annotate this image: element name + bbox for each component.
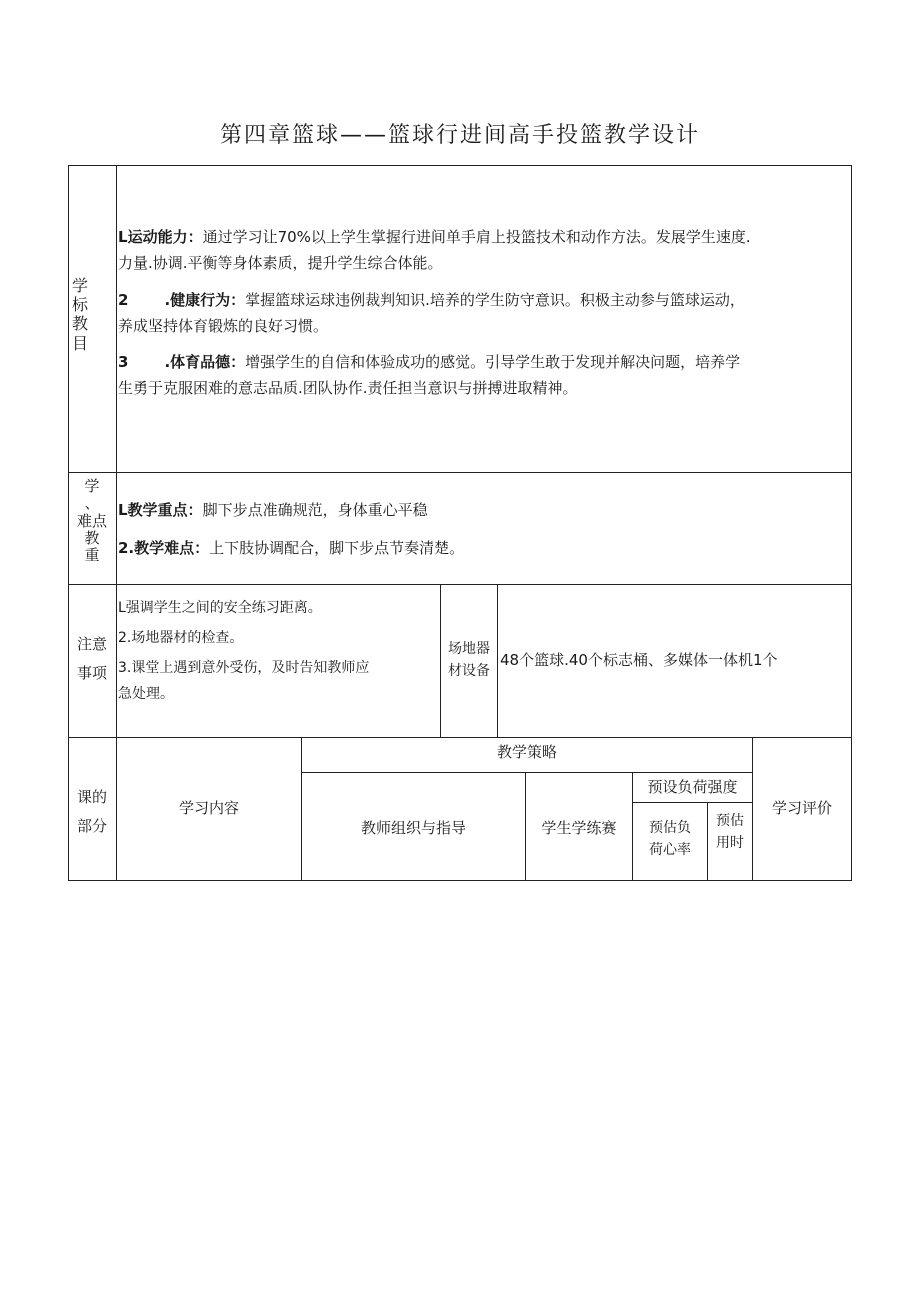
note-item: 2.场地器材的检查。: [118, 629, 244, 646]
note-item: 急处理。: [118, 685, 174, 702]
label-char: 教: [71, 314, 88, 334]
item-text: 增强学生的自信和体验成功的感觉。引导学生敢于发现并解决问题，培养学: [245, 353, 741, 371]
keypoints-content: [118, 497, 848, 562]
label-line: 部分: [76, 816, 107, 835]
keypoints-label: [70, 478, 114, 564]
label-column-divider: [116, 165, 117, 881]
label-line: 荷心率: [649, 842, 691, 859]
keypoint-item: [118, 497, 848, 523]
objective-item: [118, 287, 848, 340]
document-title: 第四章篮球——篮球行进间高手投篮教学设计: [219, 123, 700, 148]
label-char: 教: [84, 528, 100, 547]
item-text: 生勇于克服困难的意志品质.团队协作.责任担当意识与拼搏进取精神。: [118, 379, 578, 398]
item-text: 掌握篮球运球违例裁判知识.培养的学生防守意识。积极主动参与篮球运动，: [245, 290, 745, 309]
intensity-header: 预设负荷强度: [647, 778, 738, 796]
keypoint-item: [118, 535, 848, 561]
objective-item: [118, 349, 848, 402]
item-heading: 运动能力：: [127, 228, 203, 246]
label-char: 学: [71, 276, 88, 295]
item-heading: L教学重点：: [118, 501, 203, 519]
item-number: 2: [118, 290, 129, 309]
strategy-header: 教学策略: [496, 743, 557, 761]
notes-label: [68, 630, 116, 687]
label-char: 学: [84, 477, 100, 495]
item-text: 上下肢协调配合，脚下步点节奏清楚。: [209, 539, 465, 558]
part-header: [68, 783, 116, 840]
heart-rate-header: [633, 817, 707, 862]
label-char: 难点: [76, 511, 107, 530]
item-number: L: [118, 228, 128, 246]
item-heading: .体育品德：: [164, 353, 246, 371]
item-text: 养成坚持体育锻炼的良好习惯。: [118, 316, 329, 335]
label-char: 目: [71, 333, 88, 353]
label-line: 预估负: [649, 820, 691, 836]
table-right-border: [851, 165, 852, 881]
table-left-border: [68, 165, 69, 881]
objectives-content: [118, 224, 848, 402]
content-header: 学习内容: [178, 799, 239, 817]
label-line: 材设备: [448, 663, 490, 680]
row-divider: [68, 584, 852, 585]
label-line: 课的: [76, 788, 107, 806]
item-text: 脚下步点准确规范，身体重心平稳: [202, 501, 428, 519]
intensity-divider: [632, 802, 752, 803]
label-char: 重: [84, 546, 100, 564]
label-char: 标: [71, 295, 88, 315]
strategy-divider: [301, 772, 752, 773]
student-header: 学生学练赛: [541, 819, 617, 837]
time-header: [708, 810, 752, 855]
objective-item: [118, 224, 848, 277]
row-divider: [68, 472, 852, 473]
note-item: L强调学生之间的安全练习距离。: [118, 600, 322, 616]
objectives-label: [70, 276, 90, 353]
item-text: 力量.协调.平衡等身体素质，提升学生综合体能。: [118, 254, 443, 273]
label-line: 用时: [716, 835, 744, 852]
label-line: 场地器: [448, 641, 490, 657]
equipment-label: [441, 638, 497, 683]
item-heading: .健康行为：: [164, 290, 246, 309]
label-line: 注意: [76, 635, 107, 653]
label-line: 预估: [716, 813, 744, 829]
teacher-header: 教师组织与指导: [360, 819, 466, 837]
item-heading: 2.教学难点：: [118, 539, 210, 558]
equipment-divider: [497, 584, 498, 738]
table-top-border: [68, 165, 852, 166]
evaluation-header: 学习评价: [771, 799, 832, 817]
label-line: 事项: [76, 663, 107, 682]
item-text: 通过学习让70%以上学生掌握行进间单手肩上投篮技术和动作方法。发展学生速度.: [202, 228, 751, 246]
label-char: 、: [84, 494, 100, 513]
notes-content: [118, 596, 438, 708]
row-divider: [68, 737, 852, 738]
equipment-content: 48个篮球.40个标志桶、多媒体一体机1个: [500, 651, 778, 669]
note-item: 3.课堂上遇到意外受伤，及时告知教师应: [118, 659, 370, 676]
table-bottom-border: [68, 880, 852, 881]
item-number: 3: [118, 353, 129, 371]
